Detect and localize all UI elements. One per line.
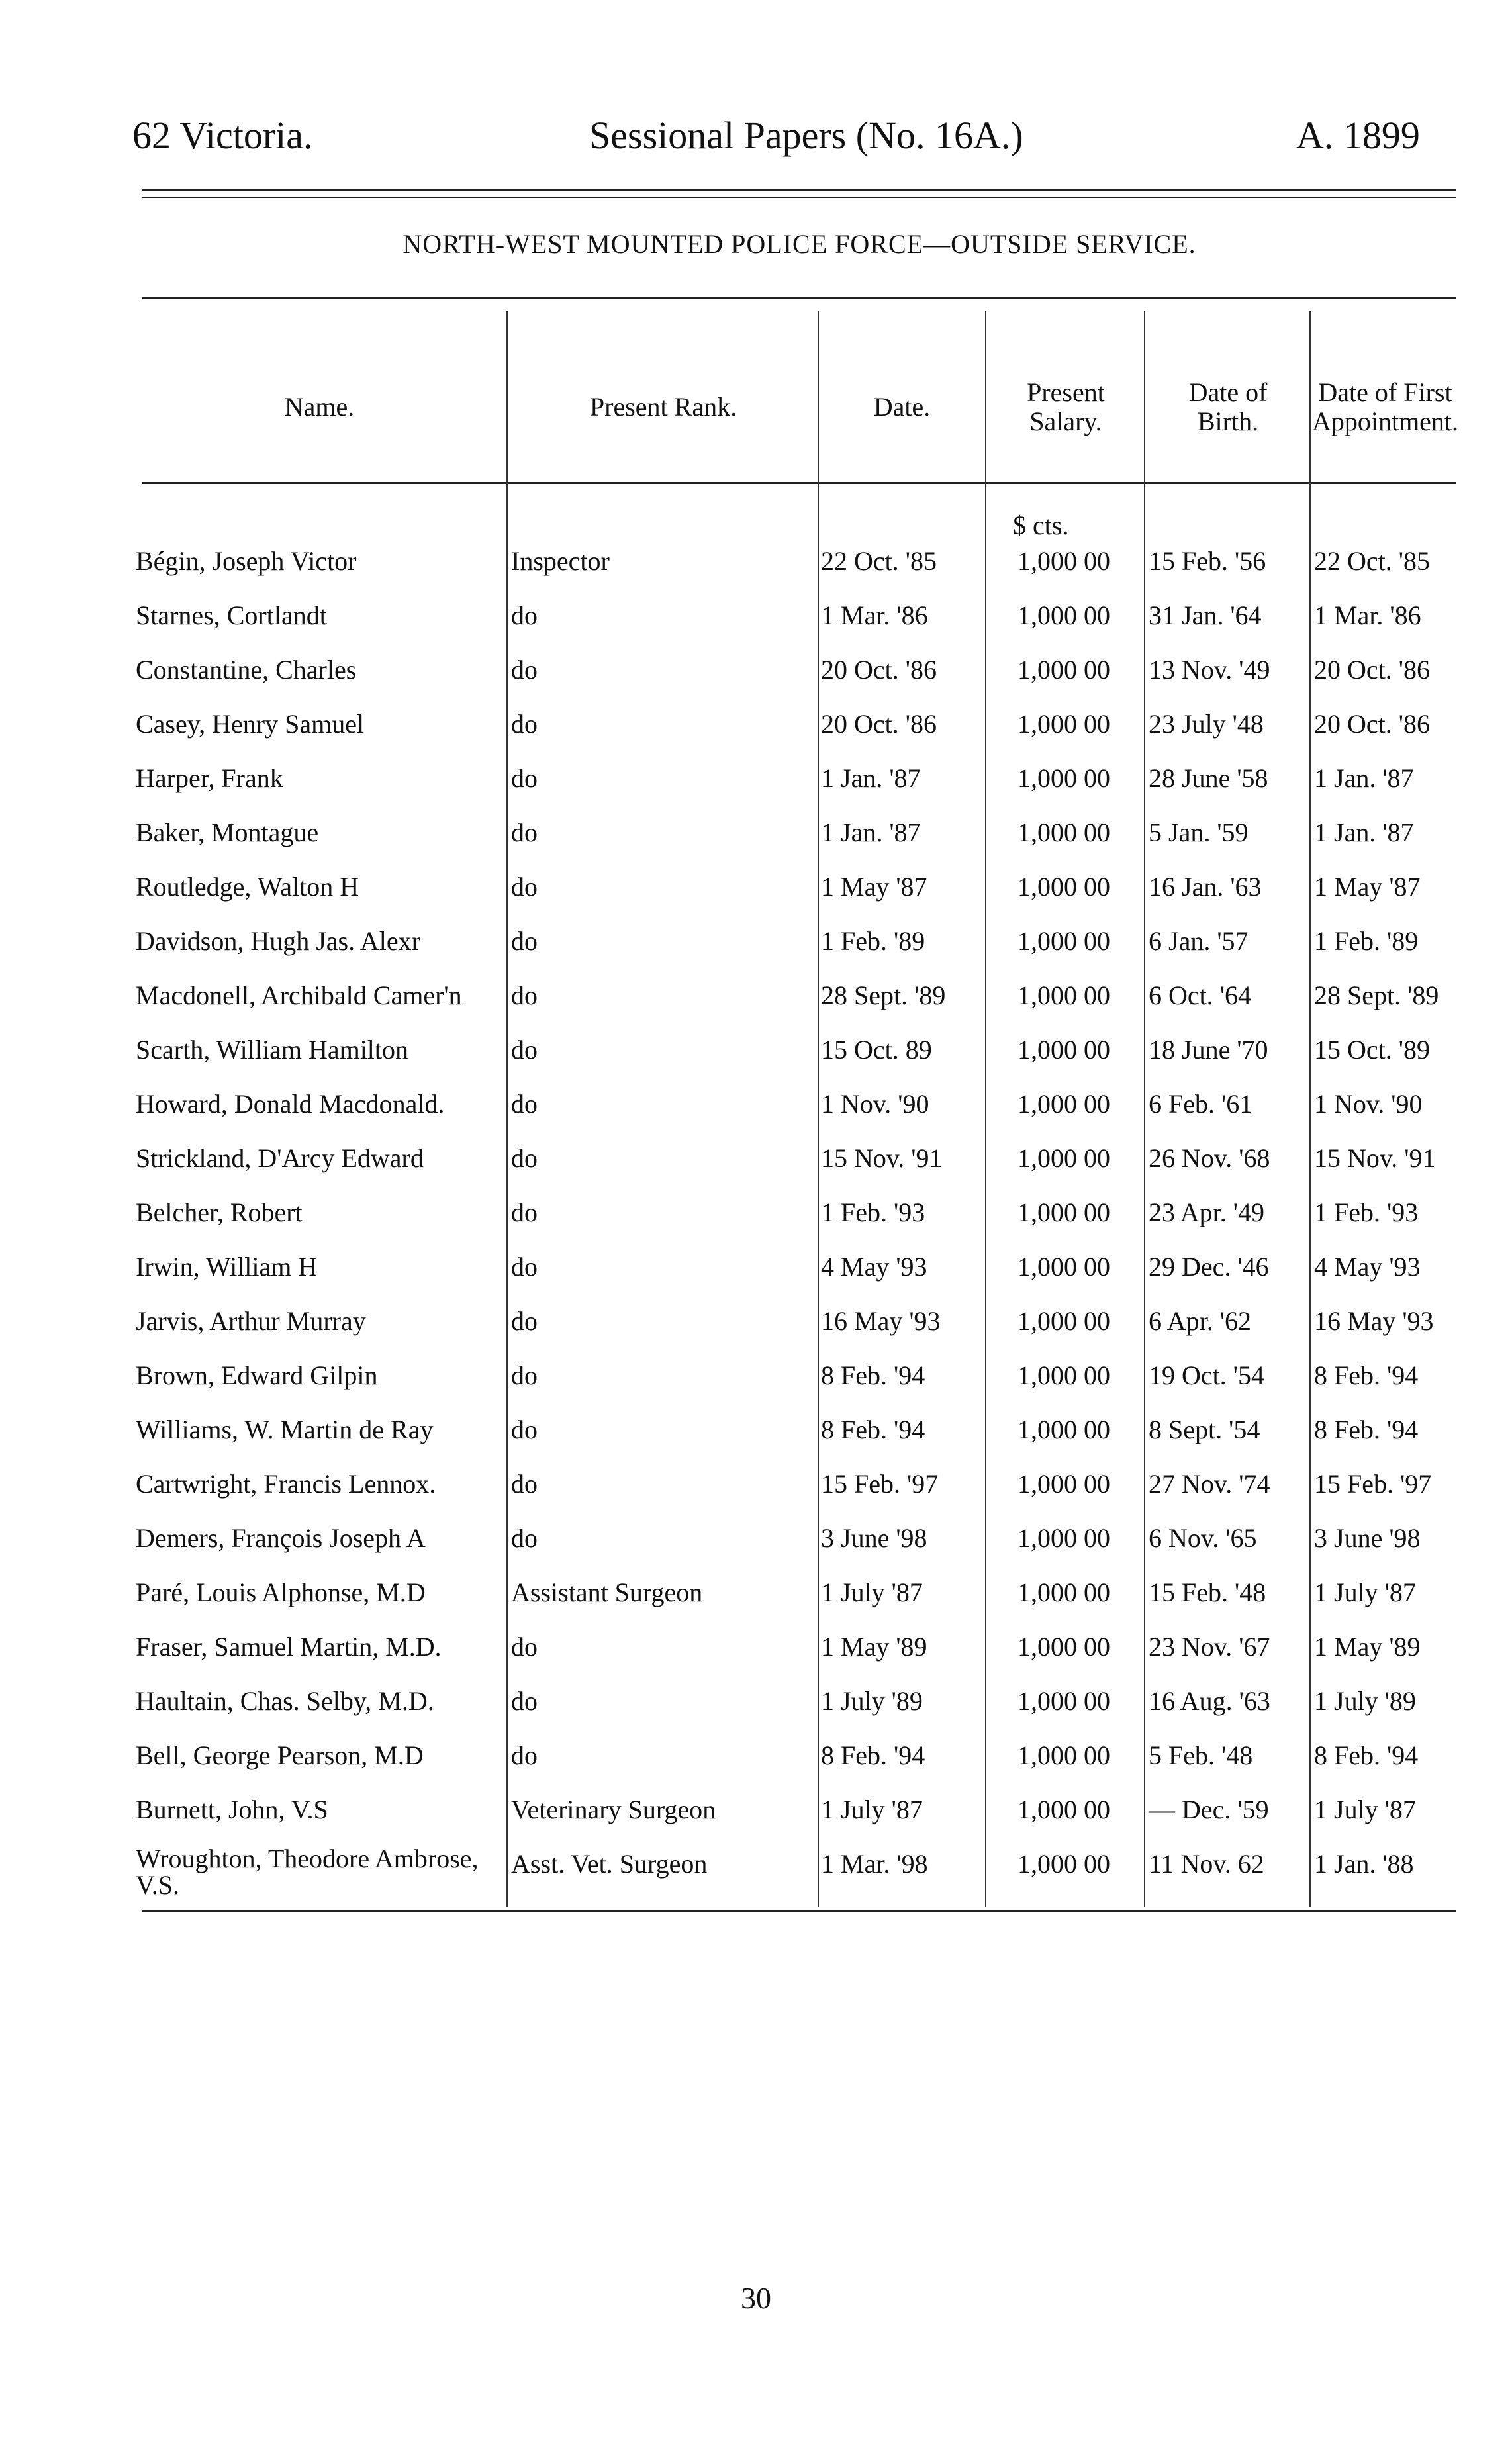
col-header-birth: Date of Birth. bbox=[1188, 377, 1268, 436]
cell-date: 22 Oct. '85 bbox=[821, 546, 937, 576]
cell-salary: 1,000 00 bbox=[1017, 1577, 1110, 1607]
cell-name: Jarvis, Arthur Murray bbox=[136, 1306, 366, 1336]
cell-appointment: 8 Feb. '94 bbox=[1314, 1415, 1419, 1444]
cell-date: 15 Oct. 89 bbox=[821, 1035, 932, 1064]
cell-appointment: 1 Mar. '86 bbox=[1314, 600, 1421, 630]
cell-appointment: 15 Nov. '91 bbox=[1314, 1143, 1436, 1173]
cell-birth: 28 June '58 bbox=[1149, 763, 1268, 793]
header-rule-thin bbox=[142, 197, 1456, 198]
cell-appointment: 22 Oct. '85 bbox=[1314, 546, 1430, 576]
cell-salary: 1,000 00 bbox=[1017, 709, 1110, 739]
cell-name: Cartwright, Francis Lennox. bbox=[136, 1469, 436, 1499]
cell-rank: do bbox=[511, 1686, 538, 1716]
header-rule-thick bbox=[142, 189, 1456, 191]
cell-birth: 26 Nov. '68 bbox=[1149, 1143, 1270, 1173]
cell-name: Haultain, Chas. Selby, M.D. bbox=[136, 1686, 434, 1716]
col-header-salary: Present Salary. bbox=[1027, 377, 1105, 436]
cell-birth: 31 Jan. '64 bbox=[1149, 600, 1262, 630]
cell-appointment: 1 Jan. '87 bbox=[1314, 763, 1414, 793]
cell-birth: 6 Apr. '62 bbox=[1149, 1306, 1251, 1336]
col-header-name: Name. bbox=[284, 392, 355, 422]
cell-rank: do bbox=[511, 1632, 538, 1662]
cell-birth: 29 Dec. '46 bbox=[1149, 1252, 1269, 1282]
cell-date: 28 Sept. '89 bbox=[821, 980, 946, 1010]
cell-date: 1 July '89 bbox=[821, 1686, 923, 1716]
cell-appointment: 1 Jan. '88 bbox=[1314, 1849, 1414, 1879]
cell-birth: 23 Apr. '49 bbox=[1149, 1198, 1264, 1227]
cell-date: 1 Nov. '90 bbox=[821, 1089, 929, 1119]
cell-birth: 5 Jan. '59 bbox=[1149, 818, 1249, 847]
column-divider bbox=[506, 311, 508, 1907]
cell-date: 15 Feb. '97 bbox=[821, 1469, 939, 1499]
cell-name: Williams, W. Martin de Ray bbox=[136, 1415, 434, 1444]
cell-salary: 1,000 00 bbox=[1017, 1143, 1110, 1173]
cell-salary: 1,000 00 bbox=[1017, 600, 1110, 630]
column-divider bbox=[985, 311, 986, 1907]
cell-salary: 1,000 00 bbox=[1017, 1632, 1110, 1662]
cell-birth: 19 Oct. '54 bbox=[1149, 1360, 1264, 1390]
cell-birth: 6 Jan. '57 bbox=[1149, 926, 1249, 956]
cell-birth: 6 Feb. '61 bbox=[1149, 1089, 1253, 1119]
cell-rank: do bbox=[511, 1089, 538, 1119]
cell-rank: Veterinary Surgeon bbox=[511, 1795, 716, 1824]
cell-salary: 1,000 00 bbox=[1017, 1740, 1110, 1770]
cell-appointment: 1 Feb. '93 bbox=[1314, 1198, 1419, 1227]
cell-name: Baker, Montague bbox=[136, 818, 319, 847]
cell-rank: do bbox=[511, 926, 538, 956]
cell-salary: 1,000 00 bbox=[1017, 1469, 1110, 1499]
cell-name: Irwin, William H bbox=[136, 1252, 318, 1282]
col-header-appointment: Date of First Appointment. bbox=[1311, 377, 1459, 436]
column-divider bbox=[1309, 311, 1311, 1907]
cell-name: Burnett, John, V.S bbox=[136, 1795, 328, 1824]
cell-rank: do bbox=[511, 1523, 538, 1553]
cell-salary: 1,000 00 bbox=[1017, 1415, 1110, 1444]
cell-appointment: 1 Feb. '89 bbox=[1314, 926, 1419, 956]
cell-rank: do bbox=[511, 1469, 538, 1499]
cell-appointment: 20 Oct. '86 bbox=[1314, 709, 1430, 739]
cell-salary: 1,000 00 bbox=[1017, 546, 1110, 576]
cell-appointment: 1 Nov. '90 bbox=[1314, 1089, 1423, 1119]
cell-name: Belcher, Robert bbox=[136, 1198, 303, 1227]
cell-rank: do bbox=[511, 1143, 538, 1173]
cell-birth: 16 Jan. '63 bbox=[1149, 872, 1262, 902]
cell-salary: 1,000 00 bbox=[1017, 872, 1110, 902]
cell-rank: do bbox=[511, 655, 538, 684]
header-year: A. 1899 bbox=[1296, 114, 1420, 157]
cell-appointment: 4 May '93 bbox=[1314, 1252, 1421, 1282]
cell-date: 20 Oct. '86 bbox=[821, 655, 937, 684]
cell-salary: 1,000 00 bbox=[1017, 926, 1110, 956]
cell-salary: 1,000 00 bbox=[1017, 1198, 1110, 1227]
column-divider bbox=[1144, 311, 1145, 1907]
cell-date: 4 May '93 bbox=[821, 1252, 927, 1282]
cell-date: 3 June '98 bbox=[821, 1523, 927, 1553]
cell-birth: 16 Aug. '63 bbox=[1149, 1686, 1270, 1716]
cell-birth: 23 Nov. '67 bbox=[1149, 1632, 1270, 1662]
cell-date: 1 Feb. '93 bbox=[821, 1198, 925, 1227]
cell-date: 8 Feb. '94 bbox=[821, 1415, 925, 1444]
cell-appointment: 1 July '87 bbox=[1314, 1795, 1416, 1824]
column-divider bbox=[818, 311, 819, 1907]
cell-name: Macdonell, Archibald Camer'n bbox=[136, 980, 462, 1010]
cell-appointment: 3 June '98 bbox=[1314, 1523, 1421, 1553]
cell-rank: do bbox=[511, 1035, 538, 1064]
cell-name: Harper, Frank bbox=[136, 763, 283, 793]
table-bottom-rule bbox=[142, 1910, 1456, 1912]
cell-salary: 1,000 00 bbox=[1017, 1523, 1110, 1553]
cell-date: 1 July '87 bbox=[821, 1795, 923, 1824]
cell-appointment: 15 Feb. '97 bbox=[1314, 1469, 1432, 1499]
cell-rank: Inspector bbox=[511, 546, 610, 576]
cell-birth: 5 Feb. '48 bbox=[1149, 1740, 1253, 1770]
cell-date: 1 Mar. '98 bbox=[821, 1849, 928, 1879]
cell-appointment: 1 Jan. '87 bbox=[1314, 818, 1414, 847]
cell-rank: Assistant Surgeon bbox=[511, 1577, 703, 1607]
cell-date: 15 Nov. '91 bbox=[821, 1143, 943, 1173]
salary-units: $ cts. bbox=[1013, 510, 1069, 540]
col-header-rank: Present Rank. bbox=[589, 392, 737, 422]
cell-birth: 18 June '70 bbox=[1149, 1035, 1268, 1064]
cell-rank: do bbox=[511, 1415, 538, 1444]
cell-salary: 1,000 00 bbox=[1017, 655, 1110, 684]
cell-appointment: 28 Sept. '89 bbox=[1314, 980, 1439, 1010]
cell-date: 1 Mar. '86 bbox=[821, 600, 928, 630]
cell-name: Strickland, D'Arcy Edward bbox=[136, 1143, 424, 1173]
cell-date: 1 Feb. '89 bbox=[821, 926, 925, 956]
header-series: Sessional Papers (No. 16A.) bbox=[589, 114, 1023, 157]
cell-rank: do bbox=[511, 1740, 538, 1770]
cell-date: 16 May '93 bbox=[821, 1306, 941, 1336]
cell-rank: do bbox=[511, 818, 538, 847]
cell-date: 20 Oct. '86 bbox=[821, 709, 937, 739]
cell-rank: do bbox=[511, 600, 538, 630]
cell-salary: 1,000 00 bbox=[1017, 1306, 1110, 1336]
cell-salary: 1,000 00 bbox=[1017, 1089, 1110, 1119]
cell-birth: 23 July '48 bbox=[1149, 709, 1264, 739]
cell-date: 1 May '89 bbox=[821, 1632, 927, 1662]
cell-name: Demers, François Joseph A bbox=[136, 1523, 426, 1553]
cell-date: 1 May '87 bbox=[821, 872, 927, 902]
cell-rank: do bbox=[511, 872, 538, 902]
cell-rank: Asst. Vet. Surgeon bbox=[511, 1849, 708, 1879]
cell-appointment: 1 May '87 bbox=[1314, 872, 1421, 902]
cell-rank: do bbox=[511, 1306, 538, 1336]
cell-date: 8 Feb. '94 bbox=[821, 1360, 925, 1390]
cell-birth: 8 Sept. '54 bbox=[1149, 1415, 1260, 1444]
cell-name: Bell, George Pearson, M.D bbox=[136, 1740, 424, 1770]
cell-name: Casey, Henry Samuel bbox=[136, 709, 365, 739]
cell-name: Brown, Edward Gilpin bbox=[136, 1360, 378, 1390]
table-title: NORTH-WEST MOUNTED POLICE FORCE—OUTSIDE SERVICE. bbox=[402, 229, 1196, 259]
cell-name: Howard, Donald Macdonald. bbox=[136, 1089, 445, 1119]
header-underline bbox=[142, 482, 1456, 484]
cell-birth: 15 Feb. '56 bbox=[1149, 546, 1266, 576]
cell-salary: 1,000 00 bbox=[1017, 818, 1110, 847]
cell-appointment: 8 Feb. '94 bbox=[1314, 1360, 1419, 1390]
cell-date: 1 July '87 bbox=[821, 1577, 923, 1607]
cell-date: 8 Feb. '94 bbox=[821, 1740, 925, 1770]
cell-birth: — Dec. '59 bbox=[1149, 1795, 1269, 1824]
cell-rank: do bbox=[511, 1252, 538, 1282]
cell-salary: 1,000 00 bbox=[1017, 763, 1110, 793]
cell-appointment: 16 May '93 bbox=[1314, 1306, 1434, 1336]
cell-date: 1 Jan. '87 bbox=[821, 763, 921, 793]
cell-name: Constantine, Charles bbox=[136, 655, 357, 684]
cell-birth: 11 Nov. 62 bbox=[1149, 1849, 1264, 1879]
col-header-date: Date. bbox=[873, 392, 931, 422]
cell-name: Paré, Louis Alphonse, M.D bbox=[136, 1577, 426, 1607]
header-volume: 62 Victoria. bbox=[132, 114, 313, 157]
cell-name: Fraser, Samuel Martin, M.D. bbox=[136, 1632, 442, 1662]
cell-birth: 13 Nov. '49 bbox=[1149, 655, 1270, 684]
cell-name: Bégin, Joseph Victor bbox=[136, 546, 357, 576]
cell-rank: do bbox=[511, 763, 538, 793]
cell-appointment: 20 Oct. '86 bbox=[1314, 655, 1430, 684]
cell-salary: 1,000 00 bbox=[1017, 1686, 1110, 1716]
cell-salary: 1,000 00 bbox=[1017, 1795, 1110, 1824]
cell-birth: 6 Nov. '65 bbox=[1149, 1523, 1257, 1553]
cell-name: Routledge, Walton H bbox=[136, 872, 359, 902]
cell-appointment: 1 May '89 bbox=[1314, 1632, 1421, 1662]
cell-name: Scarth, William Hamilton bbox=[136, 1035, 409, 1064]
cell-name: Davidson, Hugh Jas. Alexr bbox=[136, 926, 420, 956]
cell-name: Starnes, Cortlandt bbox=[136, 600, 327, 630]
cell-birth: 27 Nov. '74 bbox=[1149, 1469, 1270, 1499]
page-number: 30 bbox=[741, 2281, 771, 2315]
cell-appointment: 1 July '89 bbox=[1314, 1686, 1416, 1716]
cell-appointment: 1 July '87 bbox=[1314, 1577, 1416, 1607]
cell-birth: 6 Oct. '64 bbox=[1149, 980, 1251, 1010]
cell-salary: 1,000 00 bbox=[1017, 980, 1110, 1010]
cell-salary: 1,000 00 bbox=[1017, 1360, 1110, 1390]
cell-rank: do bbox=[511, 980, 538, 1010]
cell-appointment: 8 Feb. '94 bbox=[1314, 1740, 1419, 1770]
title-rule bbox=[142, 297, 1456, 299]
cell-rank: do bbox=[511, 1198, 538, 1227]
cell-name: Wroughton, Theodore Ambrose, V.S. bbox=[136, 1844, 479, 1900]
cell-salary: 1,000 00 bbox=[1017, 1035, 1110, 1064]
cell-salary: 1,000 00 bbox=[1017, 1849, 1110, 1879]
cell-salary: 1,000 00 bbox=[1017, 1252, 1110, 1282]
cell-date: 1 Jan. '87 bbox=[821, 818, 921, 847]
cell-rank: do bbox=[511, 709, 538, 739]
cell-birth: 15 Feb. '48 bbox=[1149, 1577, 1266, 1607]
cell-rank: do bbox=[511, 1360, 538, 1390]
cell-appointment: 15 Oct. '89 bbox=[1314, 1035, 1430, 1064]
